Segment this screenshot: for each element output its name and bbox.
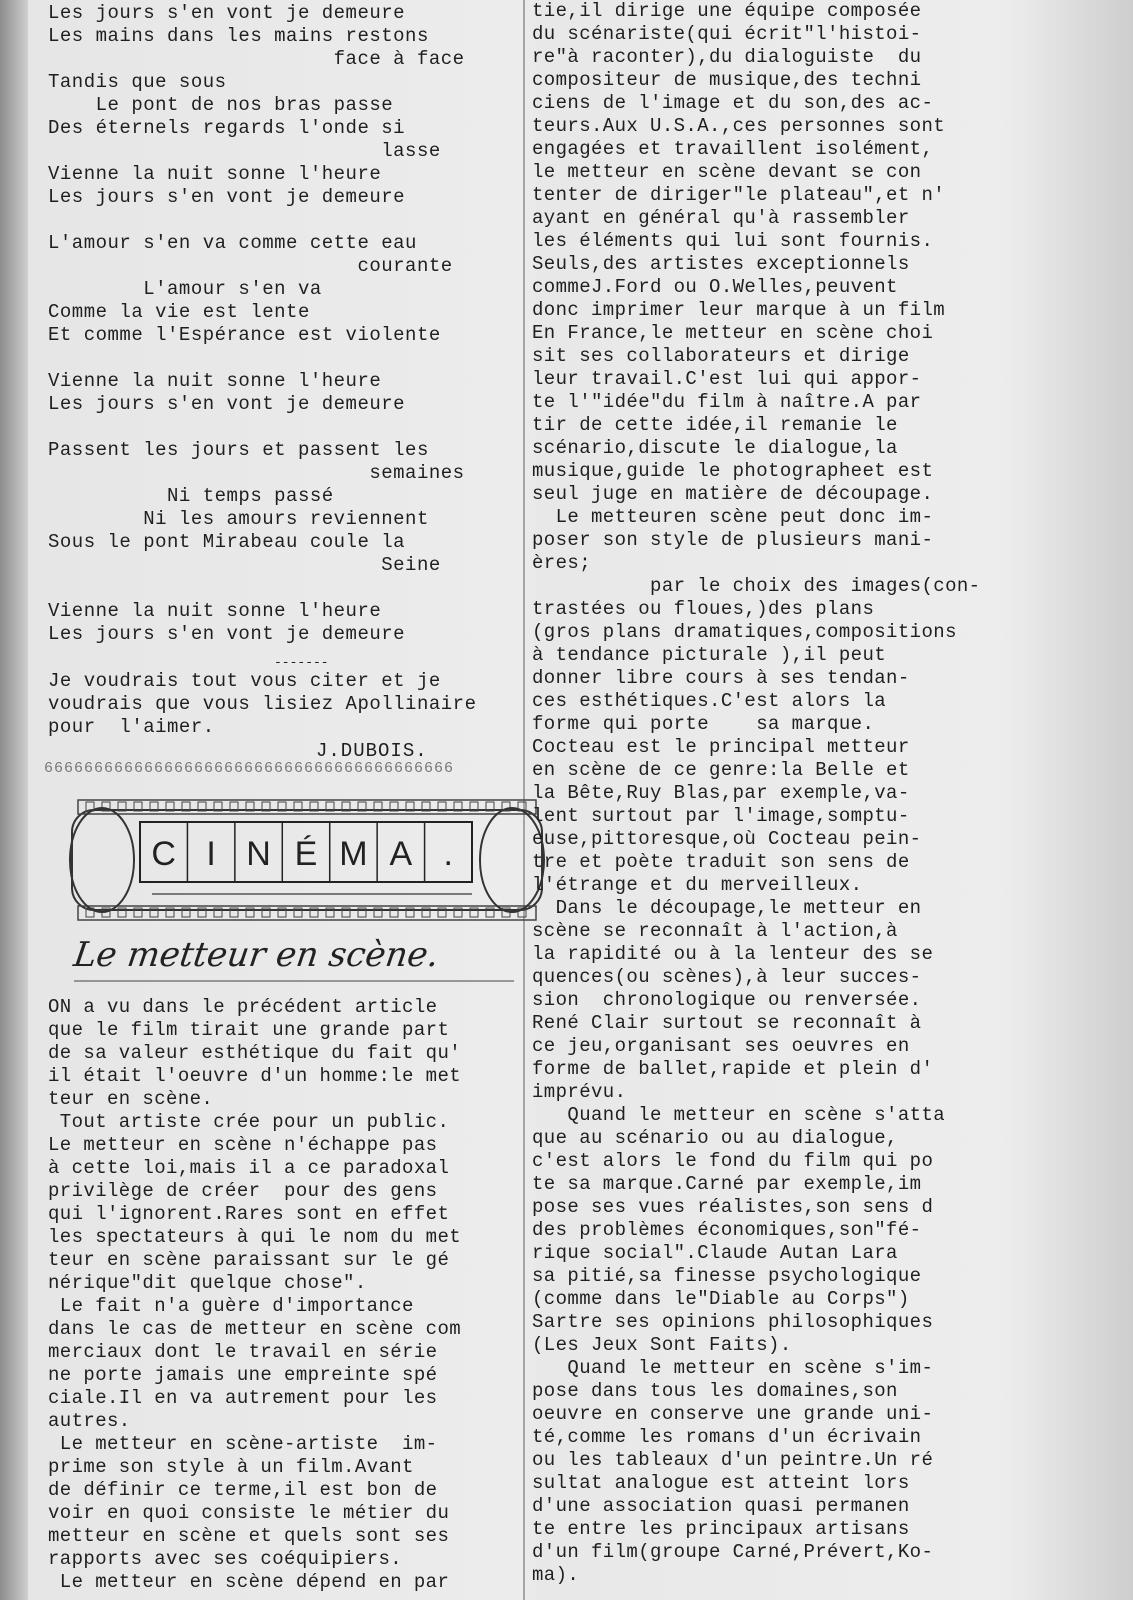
closing-line: pour l'aimer.: [48, 716, 215, 738]
article-line: rapports avec ses coéquipiers.: [48, 1548, 403, 1570]
article-line: Le fait n'a guère d'importance: [48, 1295, 414, 1317]
article-line: Tout artiste crée pour un public.: [48, 1111, 450, 1133]
article-line: sa pitié,sa finesse psychologique: [532, 1265, 922, 1287]
article-line: Dans le découpage,le metteur en: [532, 897, 922, 919]
banner-letter: I: [206, 835, 216, 873]
article-line: par le choix des images(con-: [532, 575, 981, 597]
article-line: à cette loi,mais il a ce paradoxal: [48, 1157, 450, 1179]
poem-line: Seine: [48, 554, 441, 576]
article-line: imprévu.: [532, 1081, 627, 1103]
poem-line: Les jours s'en vont je demeure: [48, 2, 406, 24]
article-line: musique,guide le photographeet est: [532, 460, 934, 482]
article-line: du scénariste(qui écrit"l'histoi-: [532, 23, 922, 45]
banner-letter: M: [339, 835, 368, 873]
article-line: d'une association quasi permanen: [532, 1495, 910, 1517]
article-line: compositeur de musique,des techni: [532, 69, 922, 91]
article-line: scénario,discute le dialogue,la: [532, 437, 898, 459]
article-line: engagées et travaillent isolément,: [532, 138, 934, 160]
cinema-banner: [52, 790, 562, 930]
heading-underline: [74, 980, 514, 982]
poem-line: Et comme l'Espérance est violente: [48, 324, 441, 346]
article-line: ma).: [532, 1564, 580, 1586]
article-line: ON a vu dans le précédent article: [48, 996, 438, 1018]
article-line: (comme dans le"Diable au Corps"): [532, 1288, 910, 1310]
article-line: dans le cas de metteur en scène com: [48, 1318, 462, 1340]
poem-line: Passent les jours et passent les: [48, 439, 429, 461]
article-line: autres.: [48, 1410, 131, 1432]
article-line: c'est alors le fond du film qui po: [532, 1150, 934, 1172]
banner-reel-left: [70, 808, 134, 912]
poem-line: L'amour s'en va comme cette eau: [48, 232, 417, 254]
article-right-column: [532, 0, 1012, 1587]
article-line: trastées ou floues,)des plans: [532, 598, 875, 620]
article-line: donc imprimer leur marque à un film: [532, 299, 946, 321]
article-line: te l'"idée"du film à naître.A par: [532, 391, 922, 413]
article-line: à tendance picturale ),il peut: [532, 644, 887, 666]
closing-line: voudrais que vous lisiez Apollinaire: [48, 693, 477, 715]
article-line: privilège de créer pour des gens: [48, 1180, 438, 1202]
article-line: tir de cette idée,il remanie le: [532, 414, 898, 436]
article-line: te sa marque.Carné par exemple,im: [532, 1173, 922, 1195]
article-line: sit ses collaborateurs et dirige: [532, 345, 910, 367]
article-line: René Clair surtout se reconnaît à: [532, 1012, 922, 1034]
banner-letter: A: [389, 835, 413, 873]
article-line: teur en scène.: [48, 1088, 214, 1110]
article-line: voir en quoi consiste le métier du: [48, 1502, 450, 1524]
article-line: poser son style de plusieurs mani-: [532, 529, 934, 551]
article-line: qui l'ignorent.Rares sont en effet: [48, 1203, 450, 1225]
poem-line: Vienne la nuit sonne l'heure: [48, 600, 382, 622]
poem-line: Les jours s'en vont je demeure: [48, 623, 406, 645]
article-line: té,comme les romans d'un écrivain: [532, 1426, 922, 1448]
article-line: ciale.Il en va autrement pour les: [48, 1387, 438, 1409]
article-line: pose dans tous les domaines,son: [532, 1380, 898, 1402]
article-line: sion chronologique ou renversée.: [532, 989, 922, 1011]
article-line: Cocteau est le principal metteur: [532, 736, 910, 758]
poem: [48, 2, 518, 646]
poem-line: [48, 577, 518, 600]
article-line: les spectateurs à qui le nom du met: [48, 1226, 462, 1248]
article-line: en scène de ce genre:la Belle et: [532, 759, 910, 781]
article-line: forme qui porte sa marque.: [532, 713, 875, 735]
article-line: ciens de l'image et du son,des ac-: [532, 92, 934, 114]
article-line: commeJ.Ford ou O.Welles,peuvent: [532, 276, 898, 298]
article-line: de définir ce terme,il est bon de: [48, 1479, 438, 1501]
article-line: tie,il dirige une équipe composée: [532, 0, 922, 22]
poem-line: L'amour s'en va: [48, 278, 322, 300]
paper-stain: [1021, 0, 1133, 1600]
banner-letter: .: [443, 835, 454, 873]
page-binding-shadow: [0, 0, 28, 1600]
banner-letter: C: [151, 835, 176, 873]
article-left-column: [48, 996, 528, 1594]
article-line: ayant en général qu'à rassembler: [532, 207, 910, 229]
poem-line: Des éternels regards l'onde si: [48, 117, 406, 139]
poem-line: Les jours s'en vont je demeure: [48, 393, 406, 415]
article-line: d'un film(groupe Carné,Prévert,Ko-: [532, 1541, 934, 1563]
article-line: ce jeu,organisant ses oeuvres en: [532, 1035, 910, 1057]
article-line: Le metteuren scène peut donc im-: [532, 506, 934, 528]
poem-line: Tandis que sous: [48, 71, 227, 93]
article-line: teur en scène paraissant sur le gé: [48, 1249, 450, 1271]
article-line: teurs.Aux U.S.A.,ces personnes sont: [532, 115, 946, 137]
article-line: te entre les principaux artisans: [532, 1518, 910, 1540]
article-line: Quand le metteur en scène s'atta: [532, 1104, 946, 1126]
poem-line: Comme la vie est lente: [48, 301, 310, 323]
article-line: (Les Jeux Sont Faits).: [532, 1334, 792, 1356]
poem-line: Vienne la nuit sonne l'heure: [48, 163, 382, 185]
article-line: la rapidité ou à la lenteur des se: [532, 943, 934, 965]
article-line: ères;: [532, 552, 592, 574]
ornament-border: 66666666666666666666666666666666666666666: [44, 760, 455, 777]
article-line: forme de ballet,rapide et plein d': [532, 1058, 934, 1080]
article-line: scène se reconnaît à l'action,à: [532, 920, 898, 942]
poem-line: Ni les amours reviennent: [48, 508, 429, 530]
article-line: Quand le metteur en scène s'im-: [532, 1357, 934, 1379]
article-line: Le metteur en scène dépend en par: [48, 1571, 450, 1593]
article-line: (gros plans dramatiques,compositions: [532, 621, 957, 643]
article-line: l'étrange et du merveilleux.: [532, 874, 863, 896]
poem-line: face à face: [48, 48, 465, 70]
poem-line: Les mains dans les mains restons: [48, 25, 429, 47]
article-line: seul juge en matière de découpage.: [532, 483, 934, 505]
article-line: que le film tirait une grande part: [48, 1019, 450, 1041]
poem-line: Sous le pont Mirabeau coule la: [48, 531, 406, 553]
article-line: re"à raconter),du dialoguiste du: [532, 46, 922, 68]
banner-sprocket-row-bottom: [78, 906, 536, 920]
article-line: ne porte jamais une empreinte spé: [48, 1364, 438, 1386]
article-line: donner libre cours à ses tendan-: [532, 667, 910, 689]
poem-line: lasse: [48, 140, 441, 162]
poem-line: Les jours s'en vont je demeure: [48, 186, 406, 208]
poem-line: [48, 347, 518, 370]
author-signature: J.DUBOIS.: [316, 740, 428, 762]
article-line: la Bête,Ruy Blas,par exemple,va-: [532, 782, 910, 804]
article-line: Le metteur en scène n'échappe pas: [48, 1134, 438, 1156]
banner-letter: É: [294, 835, 318, 873]
article-line: les éléments qui lui sont fournis.: [532, 230, 934, 252]
article-line: rique social".Claude Autan Lara: [532, 1242, 898, 1264]
article-line: Sartre ses opinions philosophiques: [532, 1311, 934, 1333]
banner-sprocket-row-top: [78, 800, 536, 814]
article-line: Seuls,des artistes exceptionnels: [532, 253, 910, 275]
poem-line: Ni temps passé: [48, 485, 334, 507]
article-line: ces esthétiques.C'est alors la: [532, 690, 887, 712]
article-line: En France,le metteur en scène choi: [532, 322, 934, 344]
article-line: tre et poète traduit son sens de: [532, 851, 910, 873]
article-line: leur travail.C'est lui qui appor-: [532, 368, 922, 390]
closing-line: Je voudrais tout vous citer et je: [48, 670, 441, 692]
closing-text: [48, 670, 518, 739]
poem-line: Vienne la nuit sonne l'heure: [48, 370, 382, 392]
article-line: des problèmes économiques,son"fé-: [532, 1219, 922, 1241]
poem-line: courante: [48, 255, 453, 277]
article-line: quences(ou scènes),à leur succes-: [532, 966, 922, 988]
article-line: lent surtout par l'image,somptu-: [532, 805, 910, 827]
article-line: pose ses vues réalistes,son sens d: [532, 1196, 934, 1218]
banner-letter: N: [246, 835, 271, 873]
article-line: de sa valeur esthétique du fait qu': [48, 1042, 462, 1064]
separator: -------: [274, 655, 329, 670]
poem-line: [48, 416, 518, 439]
article-line: le metteur en scène devant se con: [532, 161, 922, 183]
article-line: sultat analogue est atteint lors: [532, 1472, 910, 1494]
article-line: metteur en scène et quels sont ses: [48, 1525, 450, 1547]
article-line: prime son style à un film.Avant: [48, 1456, 414, 1478]
article-line: que au scénario ou au dialogue,: [532, 1127, 898, 1149]
article-line: nérique"dit quelque chose".: [48, 1272, 367, 1294]
poem-line: Le pont de nos bras passe: [48, 94, 394, 116]
article-line: Le metteur en scène-artiste im-: [48, 1433, 438, 1455]
article-line: tenter de diriger"le plateau",et n': [532, 184, 946, 206]
poem-line: [48, 209, 518, 232]
article-line: merciaux dont le travail en série: [48, 1341, 438, 1363]
poem-line: semaines: [48, 462, 465, 484]
article-heading: Le metteur en scène.: [71, 935, 442, 975]
article-line: il était l'oeuvre d'un homme:le met: [48, 1065, 462, 1087]
article-line: ou les tableaux d'un peintre.Un ré: [532, 1449, 934, 1471]
article-line: euse,pittoresque,où Cocteau pein-: [532, 828, 922, 850]
article-line: oeuvre en conserve une grande uni-: [532, 1403, 934, 1425]
